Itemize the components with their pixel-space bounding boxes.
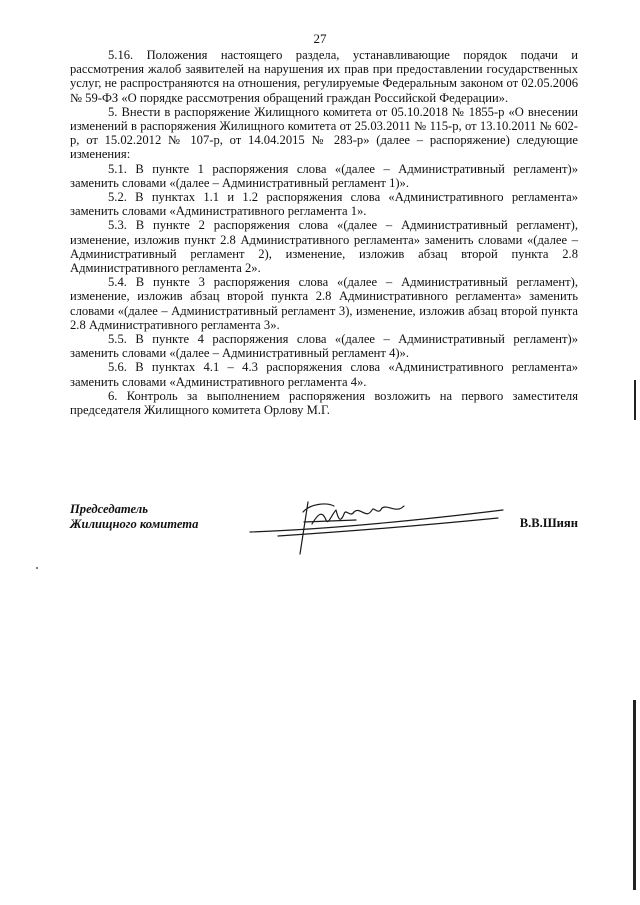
paragraph-5-1: 5.1. В пункте 1 распоряжения слова «(далее – Административный регламент)» заменить словами «(далее – Административный регламент 1)».	[70, 161, 578, 190]
scan-edge-mark-lower	[633, 700, 636, 890]
paragraph-6: 6. Контроль за выполнением распоряжения возложить на первого заместителя председателя Жилищного комитета Орлову М.Г.	[70, 388, 578, 418]
signer-position-line2: Жилищного комитета	[70, 517, 199, 531]
handwritten-signature	[248, 496, 518, 556]
paragraph-5-2: 5.2. В пунктах 1.1 и 1.2 распоряжения слова «Административного регламента» заменить словами «Административного регламента 1».	[70, 190, 578, 219]
signature-block	[70, 502, 578, 562]
page-number: 27	[313, 31, 327, 46]
paragraph-5-6: 5.6. В пунктах 4.1 – 4.3 распоряжения слова «Административного регламента» заменить словами «Административного регламента 4».	[70, 360, 578, 389]
signer-position	[70, 502, 198, 532]
document-body	[70, 48, 578, 417]
signer-name: В.В.Шиян	[519, 516, 578, 530]
paragraph-5-16: 5.16. Положения настоящего раздела, устанавливающие порядок подачи и рассмотрения жалоб заявителей на нарушения их прав при предоставлении государственных услуг, не распространяются на отношения, регулируемые Федеральным законом от 02.05.2006 № 59-ФЗ «О порядке рассмотрения обращений граждан Российской Федерации».	[70, 48, 578, 105]
paragraph-5-5: 5.5. В пункте 4 распоряжения слова «(далее – Административный регламент)» заменить словами «(далее – Административный регламент 4)».	[70, 332, 578, 361]
signer-position-line1: Председатель	[70, 502, 148, 516]
scan-speck	[36, 567, 38, 569]
paragraph-5: 5. Внести в распоряжение Жилищного комитета от 05.10.2018 № 1855-р «О внесении изменений в распоряжения Жилищного комитета от 25.03.2011 № 115-р, от 13.10.2011 № 602-р, от 15.02.2012 № 107-р, от 14.04.2015 № 283-р» (далее – распоряжение) следующие изменения:	[70, 104, 578, 162]
paragraph-5-4: 5.4. В пункте 3 распоряжения слова «(далее – Административный регламент), изменение, изложив абзац второй пункта 2.8 Административного регламента» заменить словами «(далее – Административный регламент 3), изменение, изложив абзац второй пункта 2.8 Административного регламента 3».	[70, 275, 578, 332]
scan-edge-mark-upper	[634, 380, 636, 420]
paragraph-5-3: 5.3. В пункте 2 распоряжения слова «(далее – Административный регламент), изменение, изложив пункт 2.8 Административного регламента» заменить словами «(далее – Административный регламент 2), изменение, изложив абзац второй пункта 2.8 Административного регламента 2».	[70, 218, 578, 276]
